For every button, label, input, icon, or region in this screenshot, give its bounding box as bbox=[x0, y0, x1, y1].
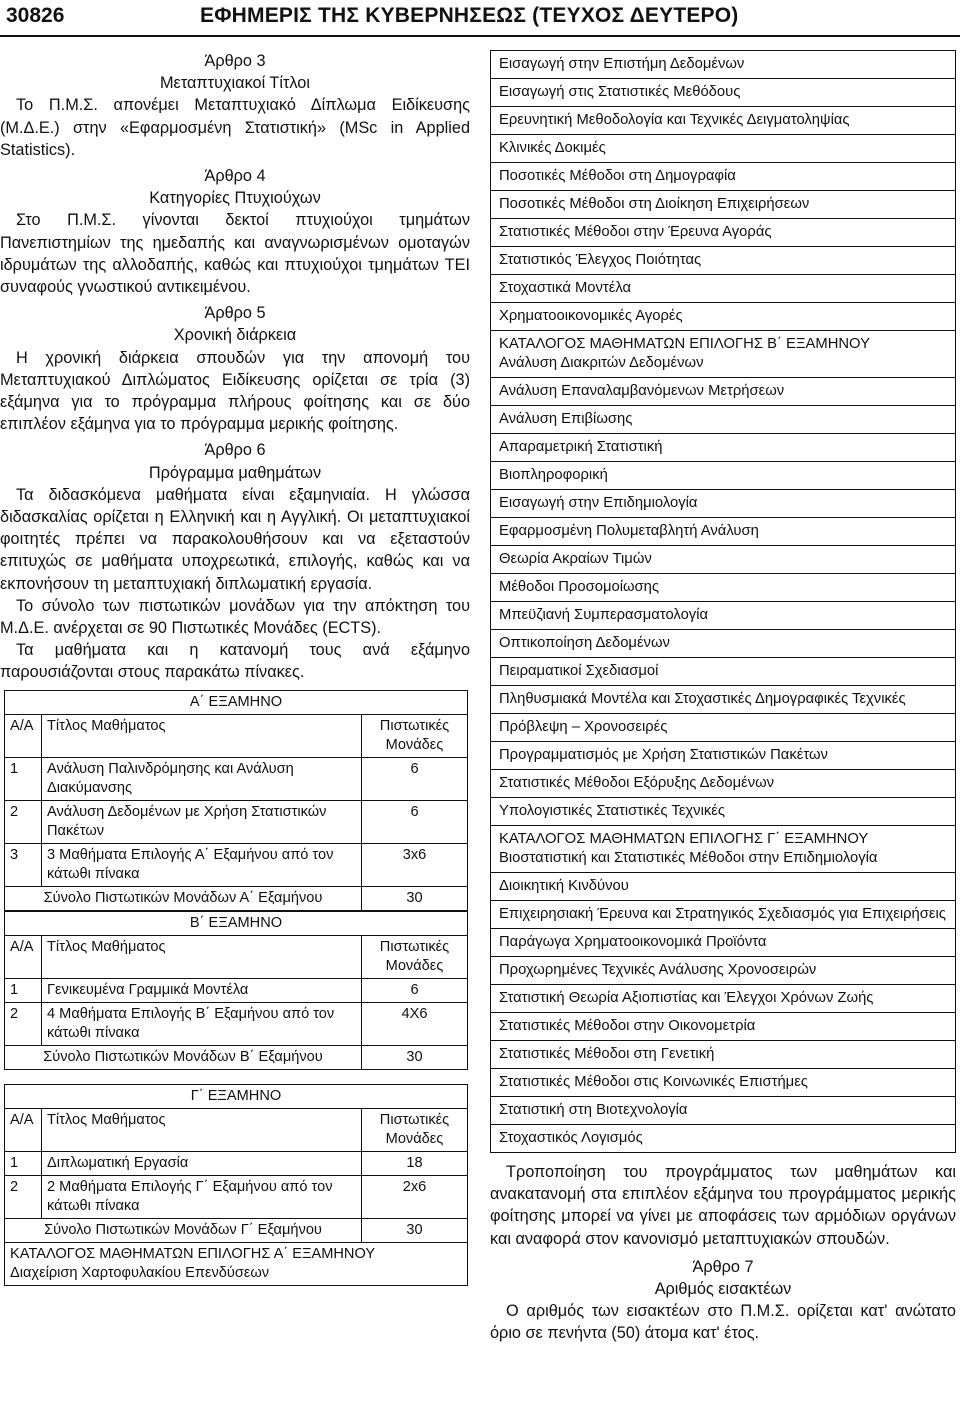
catalog-c-first-item: Βιοστατιστική και Στατιστικές Μέθοδοι στην Επιδημιολογία bbox=[499, 850, 878, 866]
total-label: Σύνολο Πιστωτικών Μονάδων Α΄ Εξαμήνου bbox=[5, 886, 362, 910]
row-units: 6 bbox=[362, 800, 468, 843]
row-units: 4Χ6 bbox=[362, 1002, 468, 1045]
list-item: Εισαγωγή στην Επιστήμη Δεδομένων bbox=[491, 51, 955, 79]
total-row bbox=[5, 1045, 468, 1069]
total-label: Σύνολο Πιστωτικών Μονάδων Γ΄ Εξαμήνου bbox=[5, 1218, 362, 1242]
total-value: 30 bbox=[362, 1045, 468, 1069]
catalog-c-box bbox=[491, 826, 955, 873]
row-title: Γενικευμένα Γραμμικά Μοντέλα bbox=[42, 978, 362, 1002]
semester-b-heading: Β΄ ΕΞΑΜΗΝΟ bbox=[5, 911, 468, 935]
list-item: Στατιστική στη Βιοτεχνολογία bbox=[491, 1097, 955, 1125]
article-6-title: Άρθρο 6 bbox=[204, 441, 266, 460]
article-6-paragraph-3: Τα μαθήματα και η κατανομή τους ανά εξάμηνο παρουσιάζονται στους παρακάτω πίνακες. bbox=[0, 641, 470, 682]
article-3-subtitle: Μεταπτυχιακοί Τίτλοι bbox=[160, 74, 310, 93]
col-units-header: Πιστωτικές Μονάδες bbox=[362, 714, 468, 757]
list-item: Στατιστική Θεωρία Αξιοπιστίας και Έλεγχοι Χρόνων Ζωής bbox=[491, 985, 955, 1013]
list-item: Οπτικοποίηση Δεδομένων bbox=[491, 630, 955, 658]
list-item: Πειραματικοί Σχεδιασμοί bbox=[491, 658, 955, 686]
catalog-b-box bbox=[491, 331, 955, 378]
list-item: Χρηματοοικονομικές Αγορές bbox=[491, 303, 955, 331]
article-6-subtitle: Πρόγραμμα μαθημάτων bbox=[148, 463, 322, 482]
article-3-text: Το Π.Μ.Σ. απονέμει Μεταπτυχιακό Δίπλωμα Ειδίκευσης (Μ.Δ.Ε.) στην «Εφαρμοσμένη Στατιστική» (MSc in Applied Statistics). bbox=[0, 96, 470, 159]
list-item: Στοχαστικά Μοντέλα bbox=[491, 275, 955, 303]
row-title: Διπλωματική Εργασία bbox=[42, 1151, 362, 1175]
list-item: Προχωρημένες Τεχνικές Ανάλυσης Χρονοσειρών bbox=[491, 957, 955, 985]
table-row bbox=[5, 800, 468, 843]
col-num-header: Α/Α bbox=[5, 1108, 42, 1151]
table-row bbox=[5, 843, 468, 886]
list-item: Εισαγωγή στην Επιδημιολογία bbox=[491, 490, 955, 518]
list-item: Προγραμματισμός με Χρήση Στατιστικών Πακέτων bbox=[491, 742, 955, 770]
list-item: Μπεϋζιανή Συμπερασματολογία bbox=[491, 602, 955, 630]
table-header-row bbox=[5, 714, 468, 757]
catalog-c-heading: ΚΑΤΑΛΟΓΟΣ ΜΑΘΗΜΑΤΩΝ ΕΠΙΛΟΓΗΣ Γ΄ ΕΞΑΜΗΝΟΥ bbox=[499, 831, 869, 847]
row-units: 3x6 bbox=[362, 843, 468, 886]
list-item: Παράγωγα Χρηματοοικονομικά Προϊόντα bbox=[491, 929, 955, 957]
page-number: 30826 bbox=[6, 4, 65, 27]
list-item: Ανάλυση Επαναλαμβανόμενων Μετρήσεων bbox=[491, 378, 955, 406]
header-rule bbox=[0, 35, 960, 37]
list-item: Στατιστικός Έλεγχος Ποιότητας bbox=[491, 247, 955, 275]
article-5-title: Άρθρο 5 bbox=[204, 304, 266, 323]
article-5-subtitle: Χρονική διάρκεια bbox=[173, 326, 297, 345]
list-item: Θεωρία Ακραίων Τιμών bbox=[491, 546, 955, 574]
gazette-title: ΕΦΗΜΕΡΙΣ ΤΗΣ ΚΥΒΕΡΝΗΣΕΩΣ (ΤΕΥΧΟΣ ΔΕΥΤΕΡΟ) bbox=[200, 4, 739, 27]
list-item: Στατιστικές Μέθοδοι στην Οικονομετρία bbox=[491, 1013, 955, 1041]
article-4-title: Άρθρο 4 bbox=[204, 167, 266, 186]
list-item: Ποσοτικές Μέθοδοι στη Δημογραφία bbox=[491, 163, 955, 191]
semester-a-heading: Α΄ ΕΞΑΜΗΝΟ bbox=[5, 690, 468, 714]
list-item: Εισαγωγή στις Στατιστικές Μεθόδους bbox=[491, 79, 955, 107]
row-title: 3 Μαθήματα Επιλογής Α΄ Εξαμήνου από τον κάτωθι πίνακα bbox=[42, 843, 362, 886]
table-row bbox=[5, 1151, 468, 1175]
table-row bbox=[5, 978, 468, 1002]
row-num: 1 bbox=[5, 1151, 42, 1175]
row-units: 6 bbox=[362, 757, 468, 800]
col-units-header: Πιστωτικές Μονάδες bbox=[362, 935, 468, 978]
list-item: Στατιστικές Μέθοδοι στις Κοινωνικές Επιστήμες bbox=[491, 1069, 955, 1097]
page-header bbox=[0, 0, 960, 40]
right-column bbox=[490, 50, 956, 1345]
list-item: Στατιστικές Μέθοδοι Εξόρυξης Δεδομένων bbox=[491, 770, 955, 798]
row-num: 2 bbox=[5, 1175, 42, 1218]
catalog-a-row bbox=[5, 1242, 468, 1285]
row-units: 2x6 bbox=[362, 1175, 468, 1218]
row-num: 2 bbox=[5, 1002, 42, 1045]
total-row bbox=[5, 886, 468, 910]
modification-text: Τροποποίηση του προγράμματος των μαθημάτων και ανακατανομή στα επιπλέον εξάμηνα του προγράμματος μερικής φοίτησης μπορεί να γίνει με αποφάσεις των αρμόδιων οργάνων και αναφορά στον κανονισμό μεταπτυχιακών σπουδών. bbox=[490, 1163, 956, 1248]
list-item: Κλινικές Δοκιμές bbox=[491, 135, 955, 163]
row-units: 18 bbox=[362, 1151, 468, 1175]
left-column bbox=[0, 50, 470, 1286]
row-title: 4 Μαθήματα Επιλογής Β΄ Εξαμήνου από τον κάτωθι πίνακα bbox=[42, 1002, 362, 1045]
list-item: Επιχειρησιακή Έρευνα και Στρατηγικός Σχεδιασμός για Επιχειρήσεις bbox=[491, 901, 955, 929]
list-item: Εφαρμοσμένη Πολυμεταβλητή Ανάλυση bbox=[491, 518, 955, 546]
catalog-a-first-item: Διαχείριση Χαρτοφυλακίου Επενδύσεων bbox=[10, 1264, 270, 1281]
article-4-subtitle: Κατηγορίες Πτυχιούχων bbox=[149, 189, 321, 208]
row-num: 1 bbox=[5, 978, 42, 1002]
row-title: Ανάλυση Δεδομένων με Χρήση Στατιστικών Πακέτων bbox=[42, 800, 362, 843]
semester-b-table bbox=[4, 911, 468, 1070]
row-num: 2 bbox=[5, 800, 42, 843]
col-num-header: Α/Α bbox=[5, 714, 42, 757]
list-item: Στατιστικές Μέθοδοι στην Έρευνα Αγοράς bbox=[491, 219, 955, 247]
list-item: Απαραμετρική Στατιστική bbox=[491, 434, 955, 462]
semester-a-table bbox=[4, 690, 468, 911]
row-title: Ανάλυση Παλινδρόμησης και Ανάλυση Διακύμανσης bbox=[42, 757, 362, 800]
col-units-header: Πιστωτικές Μονάδες bbox=[362, 1108, 468, 1151]
catalog-a-heading: ΚΑΤΑΛΟΓΟΣ ΜΑΘΗΜΑΤΩΝ ΕΠΙΛΟΓΗΣ Α΄ ΕΞΑΜΗΝΟΥ bbox=[10, 1245, 376, 1262]
total-label: Σύνολο Πιστωτικών Μονάδων Β΄ Εξαμήνου bbox=[5, 1045, 362, 1069]
total-row bbox=[5, 1218, 468, 1242]
row-title: 2 Μαθήματα Επιλογής Γ΄ Εξαμήνου από τον κάτωθι πίνακα bbox=[42, 1175, 362, 1218]
article-5-text: Η χρονική διάρκεια σπουδών για την απονομή του Μεταπτυχιακού Διπλώματος Ειδίκευσης ορίζεται σε τρία (3) εξάμηνα για το πρόγραμμα πλήρους φοίτησης και σε δύο επιπλέον εξάμηνα για το πρόγραμμα μερικής φοίτησης. bbox=[0, 348, 470, 434]
col-title-header: Τίτλος Μαθήματος bbox=[42, 714, 362, 757]
article-4-text: Στο Π.Μ.Σ. γίνονται δεκτοί πτυχιούχοι τμημάτων Πανεπιστημίων της ημεδαπής και αναγνωρισμένων ομοταγών ιδρυμάτων της αλλοδαπής, καθώς και πτυχιούχοι τμημάτων ΤΕΙ συναφούς γνωστικού αντικειμένου. bbox=[0, 211, 470, 297]
list-item: Στοχαστικός Λογισμός bbox=[499, 1130, 643, 1146]
table-header-row bbox=[5, 935, 468, 978]
list-item: Ερευνητική Μεθοδολογία και Τεχνικές Δειγματοληψίας bbox=[491, 107, 955, 135]
total-value: 30 bbox=[362, 1218, 468, 1242]
article-6-paragraph-1: Τα διδασκόμενα μαθήματα είναι εξαμηνιαία. Η γλώσσα διδασκαλίας ορίζεται η Ελληνική και η Αγγλική. Οι μεταπτυχιακοί φοιτητές πρέπει να παρακολουθήσουν και να εξεταστούν επιτυχώς σε μαθήματα υποχρεωτικά, επιλογής, καθώς και να εκπονήσουν τη μεταπτυχιακή διπλωματική εργασία. bbox=[0, 485, 470, 593]
col-num-header: Α/Α bbox=[5, 935, 42, 978]
col-title-header: Τίτλος Μαθήματος bbox=[42, 935, 362, 978]
article-3-title: Άρθρο 3 bbox=[204, 52, 266, 70]
article-7-text: Ο αριθμός των εισακτέων στο Π.Μ.Σ. ορίζεται κατ' ανώτατο όριο σε πενήντα (50) άτομα κατ' έτος. bbox=[490, 1302, 956, 1343]
col-title-header: Τίτλος Μαθήματος bbox=[42, 1108, 362, 1151]
list-item: Ανάλυση Επιβίωσης bbox=[491, 406, 955, 434]
list-item: Μέθοδοι Προσομοίωσης bbox=[491, 574, 955, 602]
table-row bbox=[5, 1175, 468, 1218]
row-num: 3 bbox=[5, 843, 42, 886]
list-item: Ποσοτικές Μέθοδοι στη Διοίκηση Επιχειρήσεων bbox=[491, 191, 955, 219]
list-item: Βιοπληροφορική bbox=[491, 462, 955, 490]
list-item: Στατιστικές Μέθοδοι στη Γενετική bbox=[491, 1041, 955, 1069]
table-header-row bbox=[5, 1108, 468, 1151]
catalog-b-heading: ΚΑΤΑΛΟΓΟΣ ΜΑΘΗΜΑΤΩΝ ΕΠΙΛΟΓΗΣ Β΄ ΕΞΑΜΗΝΟΥ bbox=[499, 336, 870, 352]
elective-list-a bbox=[490, 50, 956, 1153]
semester-c-table bbox=[4, 1084, 468, 1286]
list-item: Πρόβλεψη – Χρονοσειρές bbox=[491, 714, 955, 742]
row-num: 1 bbox=[5, 757, 42, 800]
table-row bbox=[5, 757, 468, 800]
list-item: Πληθυσμιακά Μοντέλα και Στοχαστικές Δημογραφικές Τεχνικές bbox=[491, 686, 955, 714]
total-value: 30 bbox=[362, 886, 468, 910]
article-6-paragraph-2: Το σύνολο των πιστωτικών μονάδων για την απόκτηση του Μ.Δ.Ε. ανέρχεται σε 90 Πιστωτικές Μονάδες (ECTS). bbox=[0, 596, 470, 638]
table-row bbox=[5, 1002, 468, 1045]
list-item: Διοικητική Κινδύνου bbox=[491, 873, 955, 901]
article-7-title: Άρθρο 7 bbox=[692, 1257, 754, 1276]
row-units: 6 bbox=[362, 978, 468, 1002]
list-item: Υπολογιστικές Στατιστικές Τεχνικές bbox=[491, 798, 955, 826]
semester-c-heading: Γ΄ ΕΞΑΜΗΝΟ bbox=[5, 1084, 468, 1108]
table-gap bbox=[0, 1070, 470, 1084]
article-7-subtitle: Αριθμός εισακτέων bbox=[654, 1280, 792, 1299]
catalog-b-first-item: Ανάλυση Διακριτών Δεδομένων bbox=[499, 355, 704, 371]
